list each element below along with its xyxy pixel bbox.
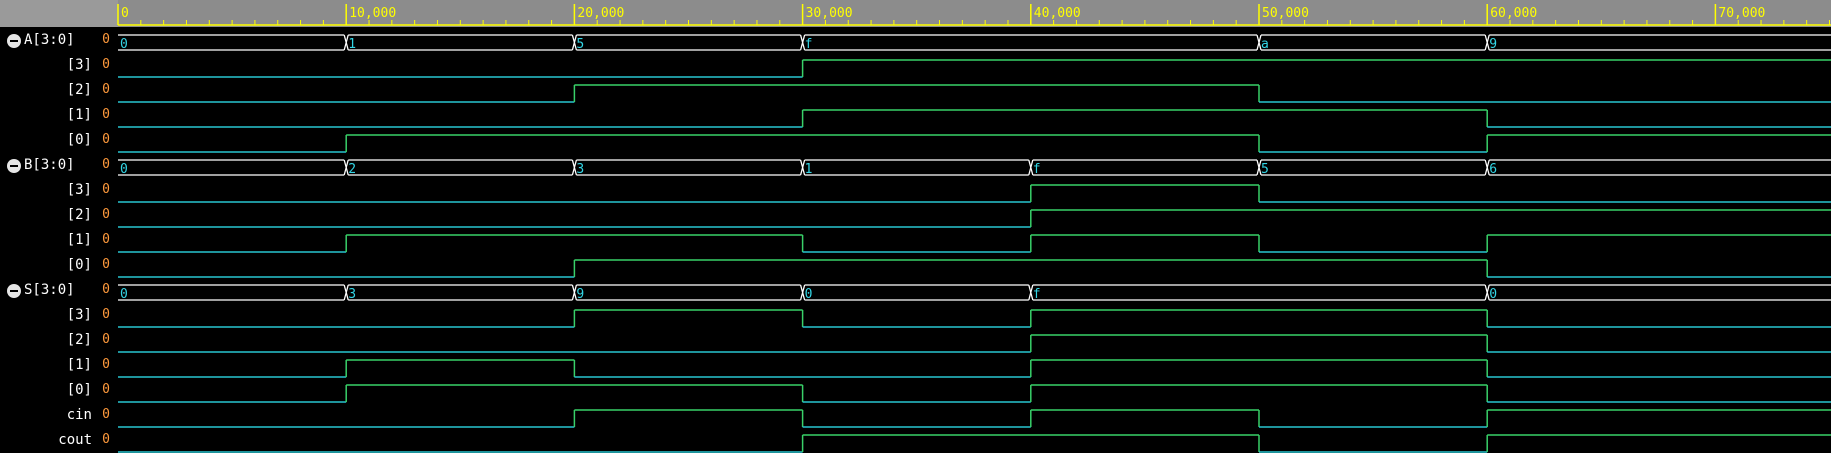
signal-value: 0 (102, 132, 110, 147)
signal-value: 0 (102, 407, 110, 422)
signal-value: 0 (102, 57, 110, 72)
bus-value-label: 5 (1261, 162, 1269, 177)
ruler-tick-label: 20,000 (577, 6, 625, 21)
bit-waveform[interactable] (118, 235, 1831, 252)
signal-value: 0 (102, 157, 110, 172)
signal-name[interactable]: cin (66, 407, 92, 423)
bus-value-label: f (804, 37, 813, 52)
bus-value-label: 1 (348, 37, 357, 52)
bus-value-label: a (1261, 37, 1269, 52)
signal-value: 0 (102, 182, 110, 197)
signal-value: 0 (102, 232, 110, 247)
signal-value: 0 (102, 382, 110, 397)
bus-value-label: 6 (1489, 162, 1498, 177)
bus-value-label: 1 (804, 162, 813, 177)
bus-value-label: 9 (576, 287, 585, 302)
bus-value-label: 2 (348, 162, 357, 177)
signal-value: 0 (102, 207, 110, 222)
bit-waveform[interactable] (118, 210, 1831, 227)
bus-waveform[interactable] (118, 285, 1831, 302)
bit-waveform[interactable] (118, 85, 1831, 102)
signal-value: 0 (102, 357, 110, 372)
bus-value-label: 0 (120, 37, 128, 52)
signal-name[interactable]: [2] (66, 207, 92, 223)
bus-waveform[interactable] (118, 160, 1831, 177)
bit-waveform[interactable] (118, 360, 1831, 377)
signal-value: 0 (102, 307, 110, 322)
signal-name[interactable]: [0] (66, 132, 92, 148)
signal-name[interactable]: [3] (66, 57, 92, 73)
bus-value-label: 0 (120, 162, 128, 177)
signal-value: 0 (102, 82, 110, 97)
ruler-tick-label: 10,000 (349, 6, 397, 21)
signal-name[interactable]: [2] (66, 332, 92, 348)
bus-value-label: 3 (576, 162, 585, 177)
signal-value: 0 (102, 282, 110, 297)
bus-value-label: 0 (1489, 287, 1498, 302)
ruler-tick-label: 70,000 (1718, 6, 1766, 21)
bit-waveform[interactable] (118, 185, 1831, 202)
signal-name[interactable]: S[3:0] (24, 282, 75, 298)
ruler-tick-label: 50,000 (1262, 6, 1309, 21)
signal-name[interactable]: [3] (66, 182, 92, 198)
ruler-tick-label: 60,000 (1490, 6, 1538, 21)
bus-value-label: 5 (576, 37, 585, 52)
bus-value-label: 0 (804, 287, 813, 302)
signal-name[interactable]: [1] (66, 232, 92, 248)
signal-name[interactable]: [3] (66, 307, 92, 323)
signal-name[interactable]: A[3:0] (24, 32, 75, 48)
bus-value-label: 9 (1489, 37, 1498, 52)
bit-waveform[interactable] (118, 385, 1831, 402)
signal-value: 0 (102, 107, 110, 122)
bit-waveform[interactable] (118, 110, 1831, 127)
bus-value-label: f (1032, 162, 1041, 177)
signal-value: 0 (102, 257, 110, 272)
bit-waveform[interactable] (118, 260, 1831, 277)
bit-waveform[interactable] (118, 435, 1831, 452)
signal-name[interactable]: [0] (66, 257, 92, 273)
bit-waveform[interactable] (118, 60, 1831, 77)
signal-name[interactable]: [2] (66, 82, 92, 98)
signal-name[interactable]: B[3:0] (24, 157, 75, 173)
bit-waveform[interactable] (118, 135, 1831, 152)
time-ruler[interactable] (118, 0, 1831, 27)
bit-waveform[interactable] (118, 310, 1831, 327)
signal-name[interactable]: cout (58, 432, 92, 448)
signal-value: 0 (102, 32, 110, 47)
ruler-tick-label: 0 (121, 6, 129, 21)
signal-name[interactable]: [1] (66, 107, 92, 123)
bus-value-label: 0 (120, 287, 128, 302)
bus-value-label: 3 (348, 287, 357, 302)
bus-value-label: f (1032, 287, 1041, 302)
ruler-tick-label: 30,000 (805, 6, 853, 21)
bit-waveform[interactable] (118, 410, 1831, 427)
signal-value: 0 (102, 332, 110, 347)
ruler-tick-label: 40,000 (1033, 6, 1081, 21)
signal-value: 0 (102, 432, 110, 447)
bit-waveform[interactable] (118, 335, 1831, 352)
signal-name[interactable]: [0] (66, 382, 92, 398)
bus-waveform[interactable] (118, 35, 1831, 52)
signal-name[interactable]: [1] (66, 357, 92, 373)
